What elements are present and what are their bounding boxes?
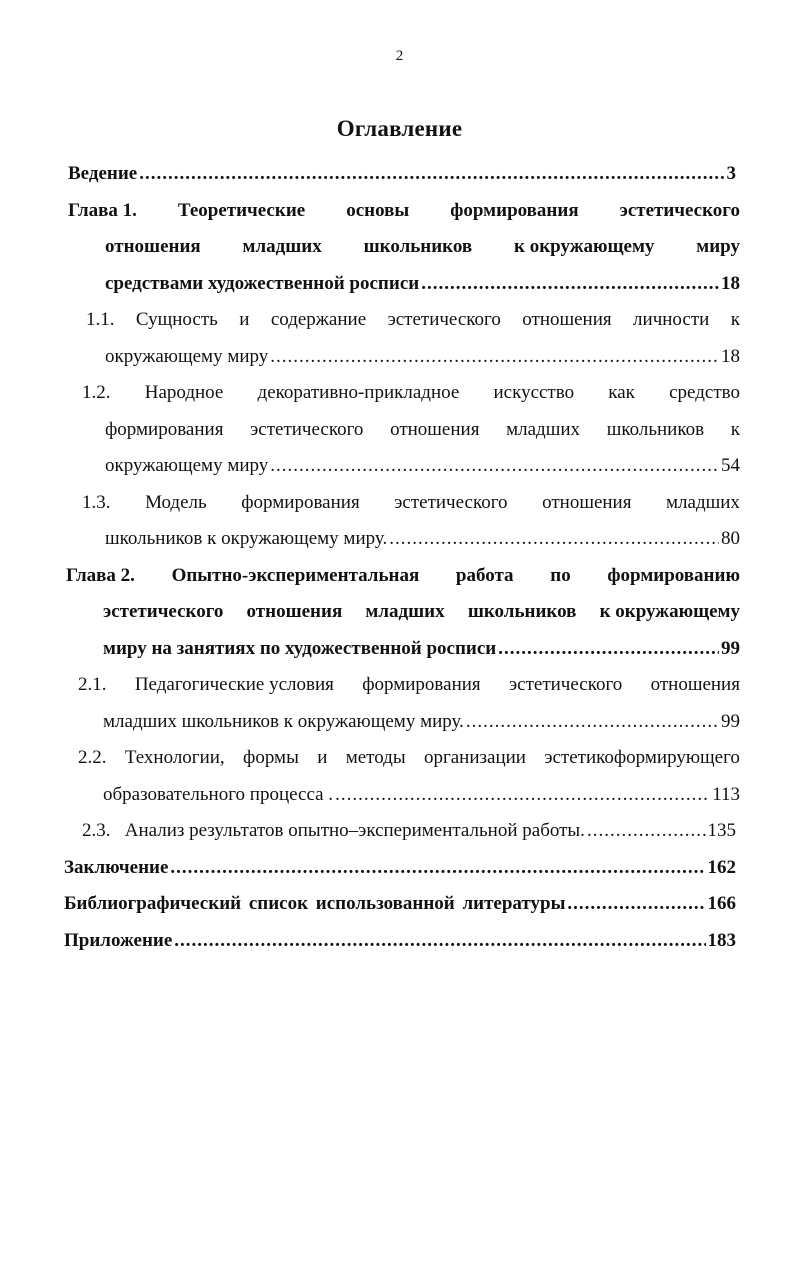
toc-word: формы [243,747,299,768]
dot-leader [498,631,719,668]
dot-leader [170,850,705,887]
toc-entry-section-2-3[interactable] [82,813,736,850]
page-number: 2 [395,48,404,64]
toc-word: к окружающему [599,601,740,622]
toc-word: младших [242,236,322,257]
toc-entry-appendix[interactable] [64,923,736,960]
toc-word: эстетического [103,601,224,622]
toc-word: школьников [606,418,705,440]
toc-word: формирования [450,199,579,221]
toc-page: 18 [721,272,740,294]
toc-word: к окружающему [514,236,655,257]
toc-word: эстетического [394,491,508,513]
toc-page: 162 [707,856,736,878]
toc-word: по [550,564,571,586]
toc-word: эстетического [387,309,501,330]
toc-word: и [239,309,250,330]
toc-entry-section-2-2[interactable] [78,740,740,813]
toc-entry-bibliography[interactable] [64,886,736,923]
toc-word: отношения [542,491,632,513]
toc-word: содержание [270,309,367,330]
dot-leader [270,339,719,376]
dot-leader [421,266,719,303]
toc-word: 2.2. [78,747,107,768]
toc-word: отношения [650,674,740,695]
toc-label: школьников к окружающему миру. [105,528,388,549]
toc-page: 80 [721,528,740,549]
toc-word: 2.1. [78,674,107,695]
toc-label: окружающему миру [105,455,269,476]
toc-word: формирования [105,418,224,440]
toc-word: 1.3. [82,491,111,513]
toc-word: декоративно-прикладное [257,382,460,403]
toc-label: средствами художественной росписи [105,272,420,294]
toc-entry-section-1-3[interactable] [82,485,740,558]
toc-word: основы [346,199,410,221]
toc-entry-section-1-2[interactable] [82,375,740,485]
toc-word: эстетикоформирующего [544,747,740,768]
dot-leader [270,448,719,485]
toc-word: школьников [467,601,577,622]
toc-word: Технологии, [124,747,225,768]
toc-label: младших школьников к окружающему миру. [103,710,464,732]
toc-word: младших [666,491,740,513]
toc-word: эстетического [619,199,740,221]
toc-word: как [608,382,635,403]
toc-word: личности [633,309,710,330]
toc-entry-section-2-1[interactable] [78,667,740,740]
toc-page: 183 [707,929,736,951]
toc-word: отношения [390,418,480,440]
toc-word: отношения [246,601,343,622]
toc-word: 1.2. [82,382,111,403]
toc-word: Опытно-экспериментальная [171,564,420,586]
toc-word: отношения [522,309,612,330]
toc-page: 54 [721,455,740,476]
dot-leader [587,813,706,850]
toc-word: работа [455,564,514,586]
toc-entry-conclusion[interactable] [64,850,736,887]
toc-page: 99 [721,710,740,732]
toc-word: Модель [145,491,207,513]
toc-label: окружающему миру [105,345,269,367]
toc-word: организации [423,747,526,768]
toc-word: школьников [363,236,473,257]
toc-page: 99 [721,637,740,659]
dot-leader [335,777,710,814]
dot-leader [174,923,705,960]
toc-page: 166 [707,893,736,914]
toc-page: 113 [712,783,740,805]
toc-word: эстетического [509,674,623,695]
toc-word: Народное [144,382,224,403]
dot-leader [567,886,705,923]
toc-word: младших [365,601,445,622]
toc-word: формирования [241,491,360,513]
toc-word: 1.1. [86,309,115,330]
toc-word: и [317,747,328,768]
toc-word: искусство [493,382,575,403]
toc-label: образовательного процесса . [103,783,334,805]
dot-leader [139,156,724,193]
toc-word: методы [345,747,406,768]
toc-entry-intro[interactable] [68,156,736,193]
toc-word: младших [506,418,581,440]
toc-label: 2.3. Анализ результатов опытно–экспериментальной работы. [82,820,585,841]
toc-word: Теоретические [177,199,306,221]
toc-label: Библиографический список использованной литературы [64,893,566,914]
toc-page: 18 [721,345,740,367]
toc-word: к [730,309,740,330]
toc-word: миру [696,236,740,257]
toc-word: Сущность [135,309,218,330]
toc-label: Приложение [64,929,173,951]
dot-leader [389,521,719,558]
toc-entry-chapter-1[interactable] [68,193,740,303]
toc-label: Ведение [68,163,138,184]
dot-leader [466,704,719,741]
toc-label: миру на занятиях по художественной росписи [103,637,497,659]
page-title: Оглавление [336,116,463,141]
toc-word: формированию [607,564,740,586]
toc-word: к [730,418,740,440]
toc-page: 3 [726,163,736,184]
toc-word: Педагогические условия [134,674,334,695]
toc-word: формирования [362,674,481,695]
toc-entry-section-1-1[interactable] [86,302,740,375]
toc-entry-chapter-2[interactable] [66,558,740,668]
toc-word: Глава 1. [68,199,137,221]
toc-word: средство [669,382,740,403]
toc-word: отношения [105,236,201,257]
toc-word: эстетического [250,418,364,440]
toc-word: Глава 2. [66,564,135,586]
toc-label: Заключение [64,856,169,878]
toc-page: 135 [707,820,736,841]
